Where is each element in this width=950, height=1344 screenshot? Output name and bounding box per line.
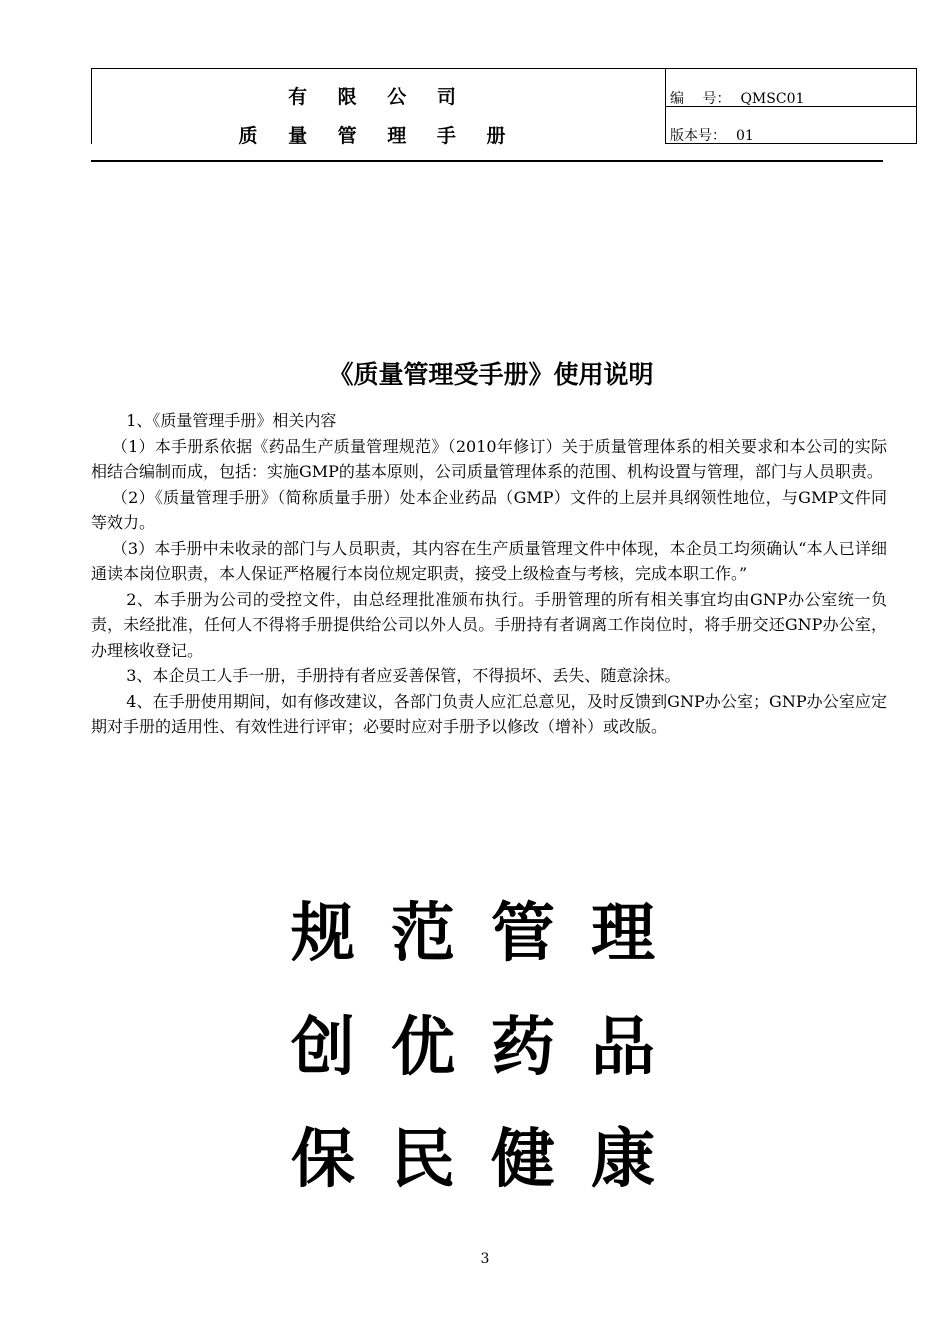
company-name: 有 限 公 司: [288, 86, 468, 108]
paragraph: 2、本手册为公司的受控文件，由总经理批准颁布执行。手册管理的所有相关事宜均由GNP办公室统一负责，未经批准，任何人不得将手册提供给公司以外人员。手册持有者调离工作岗位时，将手册交还GNP办公室，办理核收登记。: [91, 589, 887, 660]
version-label: 版本号：: [670, 128, 726, 144]
version-value: 01: [736, 128, 754, 144]
paragraph: 3、本企员工人手一册，手册持有者应妥善保管，不得损坏、丢失、随意涂抹。: [126, 666, 681, 685]
paragraph: 4、在手册使用期间，如有修改建议，各部门负责人应汇总意见，及时反馈到GNP办公室；GNP办公室应定期对手册的适用性、有效性进行评审；必要时应对手册予以修改（增补）或改版。: [91, 691, 887, 736]
paragraph: 1、《质量管理手册》相关内容: [126, 411, 337, 430]
document-title: 《质量管理受手册》使用说明: [328, 360, 654, 389]
paragraph: （1）本手册系依据《药品生产质量管理规范》（2010年修订）关于质量管理体系的相关要求和本公司的实际相结合编制而成，包括：实施GMP的基本原则，公司质量管理体系的范围、机构设置与管理，部门与人员职责。: [91, 436, 887, 481]
slogan-line: 规范管理: [291, 897, 691, 971]
header-top-border: [91, 68, 917, 69]
doc-number-label: 编 号：: [670, 91, 731, 107]
page-number: 3: [480, 1251, 490, 1267]
paragraph: （2）《质量管理手册》（简称质量手册）处本企业药品（GMP）文件的上层并具纲领性地位，与GMP文件同等效力。: [91, 487, 887, 532]
header-rule: [91, 160, 883, 162]
slogan-line: 保民健康: [291, 1123, 691, 1197]
doc-number-value: QMSC01: [740, 91, 805, 107]
document-body: [91, 408, 887, 740]
version-number: [670, 125, 754, 145]
doc-number: [670, 88, 804, 108]
paragraph: （3）本手册中未收录的部门与人员职责，其内容在生产质量管理文件中体现，本企员工均须确认“本人已详细通读本岗位职责，本人保证严格履行本岗位规定职责，接受上级检查与考核，完成本职工作。”: [91, 538, 887, 583]
slogan-line: 创优药品: [291, 1011, 691, 1085]
manual-name: 质 量 管 理 手 册: [238, 125, 518, 147]
